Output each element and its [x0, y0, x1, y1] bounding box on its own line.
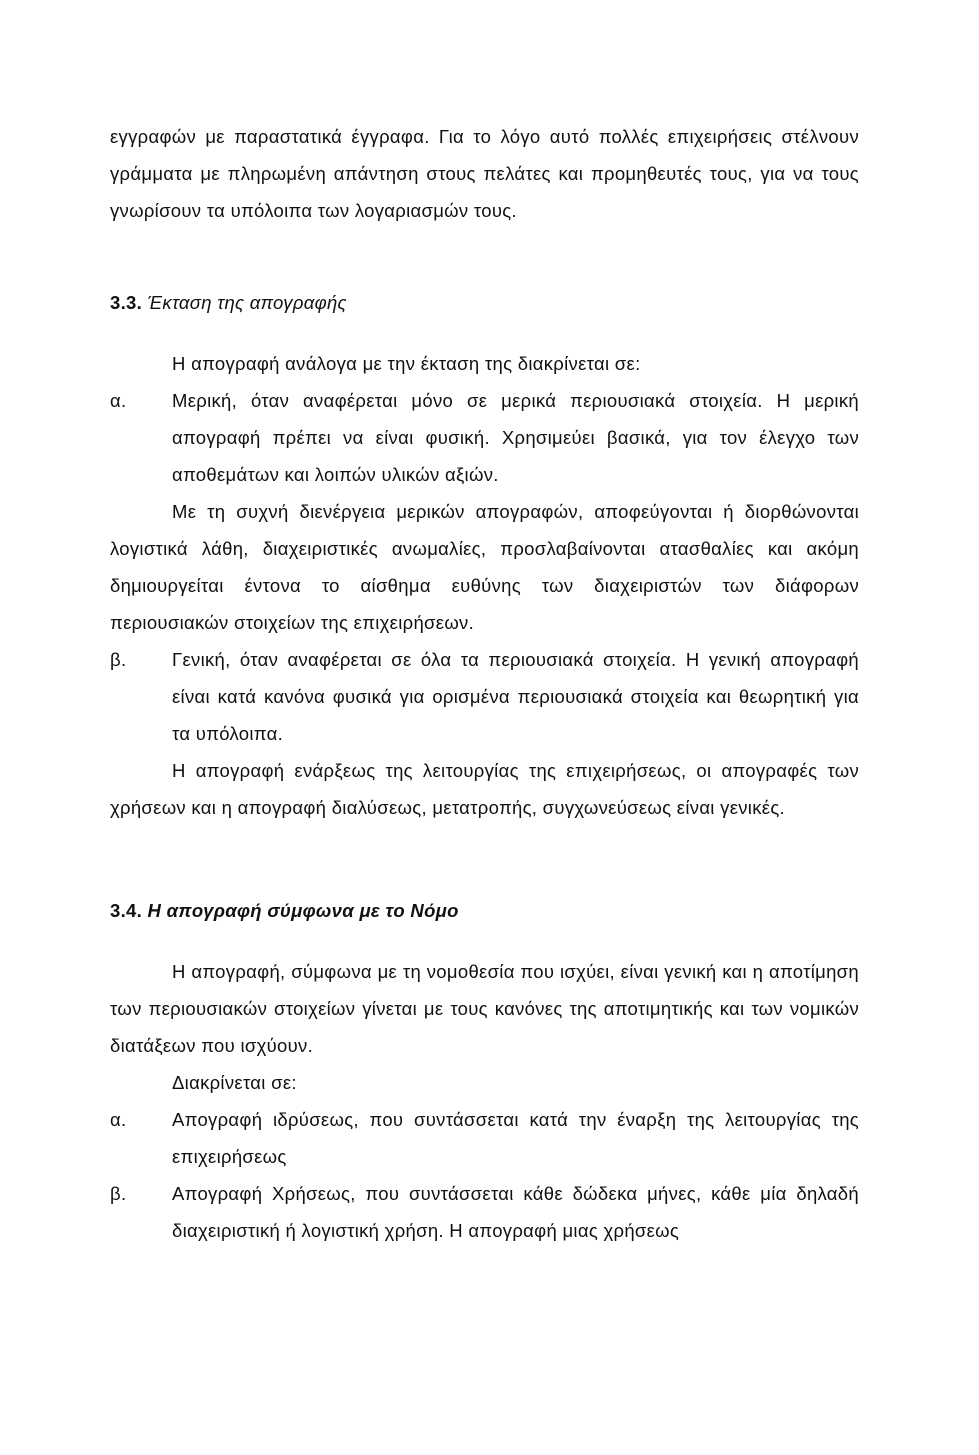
- list-item: [110, 382, 859, 493]
- spacer: [110, 826, 859, 892]
- paragraph: Με τη συχνή διενέργεια μερικών απογραφών, αποφεύγονται ή διορθώνονται λογιστικά λάθη, διαχειριστικές ανωμαλίες, προσλαβαίνονται ατασθαλίες και ακόμη δημιουργείται έντονα το αίσθημα ευθύνης των διαχειριστών των διάφορων περιουσιακών στοιχείων της επιχειρήσεων.: [110, 501, 859, 633]
- paragraph: Η απογραφή ενάρξεως της λειτουργίας της επιχειρήσεως, οι απογραφές των χρήσεων και η απογραφή διαλύσεως, μετατροπής, συγχωνεύσεως είναι γενικές.: [110, 760, 859, 818]
- section-number: 3.4.: [110, 900, 143, 921]
- section-heading-3-3: [110, 284, 859, 321]
- spacer: [110, 321, 859, 345]
- intro-paragraph: εγγραφών με παραστατικά έγγραφα. Για το λόγο αυτό πολλές επιχειρήσεις στέλνουν γράμματα με πληρωμένη απάντηση στους πελάτες και προμηθευτές τους, για να τους γνωρίσουν τα υπόλοιπα των λογαριασμών τους.: [110, 126, 859, 221]
- list-item-text: Μερική, όταν αναφέρεται μόνο σε μερικά περιουσιακά στοιχεία. Η μερική απογραφή πρέπει να είναι φυσική. Χρησιμεύει βασικά, για τον έλεγχο των αποθεμάτων και λοιπών υλικών αξιών.: [172, 390, 859, 485]
- list-marker: β.: [110, 649, 127, 670]
- list-item-text: Απογραφή Χρήσεως, που συντάσσεται κάθε δώδεκα μήνες, κάθε μία δηλαδή διαχειριστική ή λογιστική χρήση. Η απογραφή μιας χρήσεως: [172, 1183, 859, 1241]
- spacer: [110, 929, 859, 953]
- section-number: 3.3.: [110, 292, 143, 313]
- section-lead: Η απογραφή ανάλογα με την έκταση της διακρίνεται σε:: [172, 353, 641, 374]
- list-item-text: Απογραφή ιδρύσεως, που συντάσσεται κατά την έναρξη της λειτουργίας της επιχειρήσεως: [172, 1109, 859, 1167]
- list-marker: α.: [110, 1109, 127, 1130]
- list-item: [110, 1175, 859, 1249]
- list-item: [110, 641, 859, 752]
- section-title: Έκταση της απογραφής: [147, 292, 347, 313]
- list-item-text: Γενική, όταν αναφέρεται σε όλα τα περιουσιακά στοιχεία. Η γενική απογραφή είναι κατά κανόνα φυσικά για ορισμένα περιουσιακά στοιχεία και θεωρητική για τα υπόλοιπα.: [172, 649, 859, 744]
- section-title: Η απογραφή σύμφωνα με το Νόμο: [147, 900, 459, 921]
- section-lead: Διακρίνεται σε:: [172, 1072, 297, 1093]
- list-marker: α.: [110, 390, 127, 411]
- spacer: [110, 229, 859, 284]
- list-marker: β.: [110, 1183, 127, 1204]
- list-item: [110, 1101, 859, 1175]
- paragraph: Η απογραφή, σύμφωνα με τη νομοθεσία που ισχύει, είναι γενική και η αποτίμηση των περιουσιακών στοιχείων γίνεται με τους κανόνες της αποτιμητικής και των νομικών διατάξεων που ισχύουν.: [110, 961, 859, 1056]
- section-heading-3-4: [110, 892, 859, 929]
